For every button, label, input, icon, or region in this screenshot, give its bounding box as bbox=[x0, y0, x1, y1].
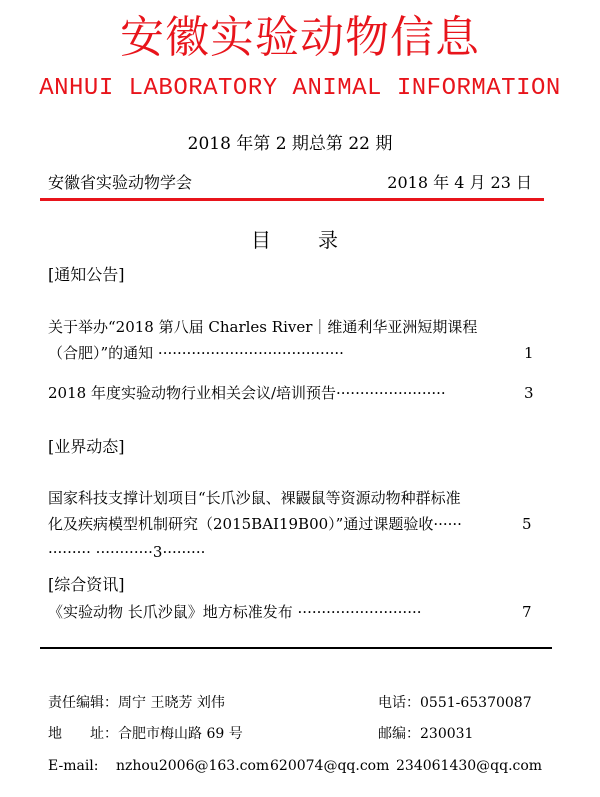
newsletter-title-en: ANHUI LABORATORY ANIMAL INFORMATION bbox=[39, 75, 561, 102]
toc-title bbox=[0, 226, 590, 254]
email-link-3[interactable]: 234061430@qq.com bbox=[396, 758, 543, 774]
footer-divider bbox=[40, 647, 552, 649]
toc-entry-1-line1[interactable]: 关于举办“2018 第八届 Charles River｜维通利华亚洲短期课程 bbox=[48, 318, 478, 336]
editor-names: 周宁 王晓芳 刘伟 bbox=[118, 695, 225, 711]
toc-entry-4[interactable]: 《实验动物 长爪沙鼠》地方标准发布 ·························· bbox=[48, 603, 422, 621]
email-link-1[interactable]: nzhou2006@163.com bbox=[116, 758, 270, 774]
publication-date: 2018 年 4 月 23 日 bbox=[387, 173, 532, 192]
email-label: E-mail: bbox=[48, 758, 99, 774]
toc-entry-3-line1[interactable]: 国家科技支撑计划项目“长爪沙鼠、裸鼹鼠等资源动物种群标准 bbox=[48, 489, 461, 507]
phone-line bbox=[378, 692, 532, 714]
postcode-line bbox=[378, 723, 473, 745]
header-divider bbox=[40, 198, 544, 201]
address-line bbox=[48, 723, 243, 745]
editor-label: 责任编辑： bbox=[48, 695, 118, 711]
toc-entry-2[interactable]: 2018 年度实验动物行业相关会议/培训预告······················· bbox=[48, 384, 446, 402]
issue-number: 2018 年第 2 期总第 22 期 bbox=[187, 134, 393, 154]
email-link-2[interactable]: 620074@qq.com bbox=[270, 758, 390, 774]
address-value: 合肥市梅山路 69 号 bbox=[118, 726, 243, 742]
editor-line bbox=[48, 692, 225, 714]
toc-entry-3-page: 5 bbox=[522, 515, 532, 533]
section-heading-industry: [业界动态] bbox=[48, 437, 125, 456]
publisher-name: 安徽省实验动物学会 bbox=[48, 173, 193, 192]
toc-entry-2-page: 3 bbox=[524, 384, 534, 402]
toc-entry-4-page: 7 bbox=[522, 603, 532, 621]
toc-entry-1-page: 1 bbox=[524, 344, 534, 362]
postcode-value: 230031 bbox=[420, 726, 474, 742]
phone-number: 0551-65370087 bbox=[420, 695, 532, 711]
toc-entry-3-line3: ········· ············3········· bbox=[48, 543, 206, 561]
phone-label: 电话： bbox=[378, 695, 420, 711]
address-label: 地 址： bbox=[48, 726, 118, 742]
toc-entry-3-line2[interactable]: 化及疾病模型机制研究（2015BAI19B00）”通过课题验收······ bbox=[48, 515, 462, 533]
postcode-label: 邮编： bbox=[378, 726, 420, 742]
toc-entry-1-line2[interactable]: （合肥）”的通知 ······································· bbox=[48, 344, 344, 362]
publication-row bbox=[48, 170, 532, 196]
section-heading-notices: [通知公告] bbox=[48, 265, 125, 284]
toc-title-char-1: 目 bbox=[251, 228, 272, 252]
toc-title-char-2: 录 bbox=[318, 228, 339, 252]
newsletter-title-cn: 安徽实验动物信息 bbox=[120, 12, 480, 63]
section-heading-news: [综合资讯] bbox=[48, 575, 125, 594]
